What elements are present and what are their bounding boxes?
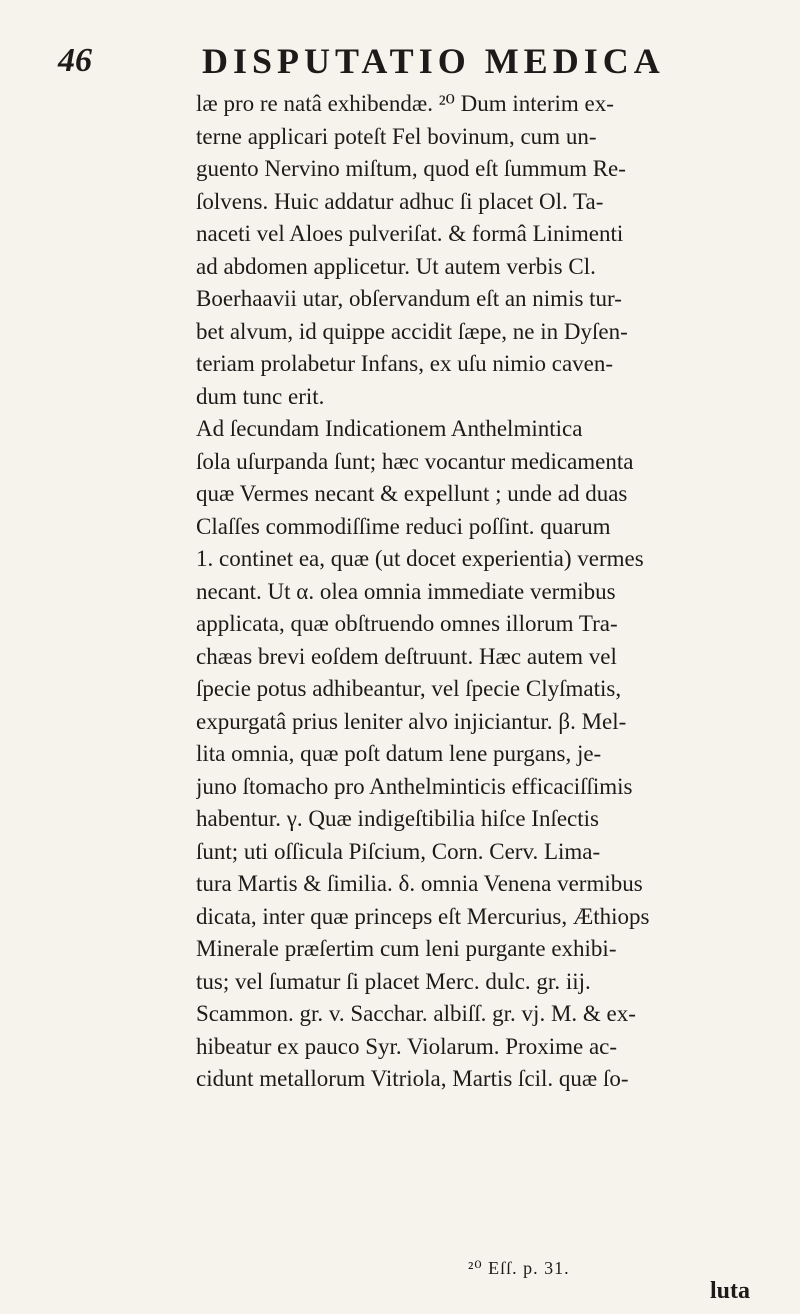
text-line: expurgatâ prius leniter alvo injiciantur. β. Mel- bbox=[196, 708, 627, 734]
body-text bbox=[196, 88, 786, 1096]
text-line: teriam prolabetur Infans, ex uſu nimio caven- bbox=[196, 351, 614, 376]
catchword: luta bbox=[710, 1278, 751, 1304]
text-line: Scammon. gr. v. Sacchar. albiſſ. gr. vj. M. & ex- bbox=[196, 1001, 636, 1026]
text-line: applicata, quæ obſtruendo omnes illorum Tra- bbox=[196, 611, 618, 636]
text-line: juno ſtomacho pro Anthelminticis efficaciſſimis bbox=[196, 773, 633, 799]
text-line: quæ Vermes necant & expellunt ; unde ad duas bbox=[196, 481, 628, 506]
text-line: tura Martis & ſimilia. δ. omnia Venena vermibus bbox=[196, 871, 643, 896]
text-line: guento Nervino miſtum, quod eſt ſummum Re- bbox=[196, 156, 626, 181]
running-title: DISPUTATIO MEDICA bbox=[202, 41, 665, 81]
text-line: tus; vel ſumatur ſi placet Merc. dulc. gr. iij. bbox=[196, 968, 591, 994]
text-line: naceti vel Aloes pulveriſat. & formâ Linimenti bbox=[196, 221, 624, 246]
text-line: læ pro re natâ exhibendæ. ²⁰ Dum interim ex- bbox=[196, 91, 614, 116]
text-line: Minerale præſertim cum leni purgante exhibi- bbox=[196, 936, 617, 961]
text-line: Ad ſecundam Indicationem Anthelmintica bbox=[196, 416, 583, 441]
text-line: dicata, inter quæ princeps eſt Mercurius, Æthiops bbox=[196, 903, 650, 929]
running-head bbox=[58, 34, 778, 84]
text-line: terne applicari poteſt Fel bovinum, cum un- bbox=[196, 123, 597, 149]
text-line: ſola uſurpanda ſunt; hæc vocantur medicamenta bbox=[196, 448, 634, 474]
text-line: hibeatur ex pauco Syr. Violarum. Proxime ac- bbox=[196, 1033, 618, 1059]
footnote: ²⁰ Eſſ. p. 31. bbox=[468, 1258, 570, 1278]
text-line: Claſſes commodiſſime reduci poſſint. quarum bbox=[196, 513, 611, 539]
text-line: necant. Ut α. olea omnia immediate vermibus bbox=[196, 578, 616, 604]
text-line: ſolvens. Huic addatur adhuc ſi placet Ol. Ta- bbox=[196, 188, 604, 214]
text-line: dum tunc erit. bbox=[196, 383, 325, 409]
text-line: habentur. γ. Quæ indigeſtibilia hiſce Inſectis bbox=[196, 806, 599, 831]
text-line: cidunt metallorum Vitriola, Martis ſcil. quæ ſo- bbox=[196, 1066, 629, 1091]
text-line: lita omnia, quæ poſt datum lene purgans, je- bbox=[196, 741, 602, 766]
text-line: ſpecie potus adhibeantur, vel ſpecie Clyſmatis, bbox=[196, 676, 622, 701]
text-line: chæas brevi eoſdem deſtruunt. Hæc autem vel bbox=[196, 643, 617, 669]
text-line: Boerhaavii utar, obſervandum eſt an nimis tur- bbox=[196, 286, 622, 311]
text-line: ſunt; uti oſſicula Piſcium, Corn. Cerv. Lima- bbox=[196, 838, 601, 864]
text-line: 1. continet ea, quæ (ut docet experientia) vermes bbox=[196, 546, 644, 571]
text-line: bet alvum, id quippe accidit ſæpe, ne in Dyſen- bbox=[196, 318, 628, 344]
page-number: 46 bbox=[58, 42, 92, 79]
text-line: ad abdomen applicetur. Ut autem verbis Cl. bbox=[196, 253, 596, 279]
